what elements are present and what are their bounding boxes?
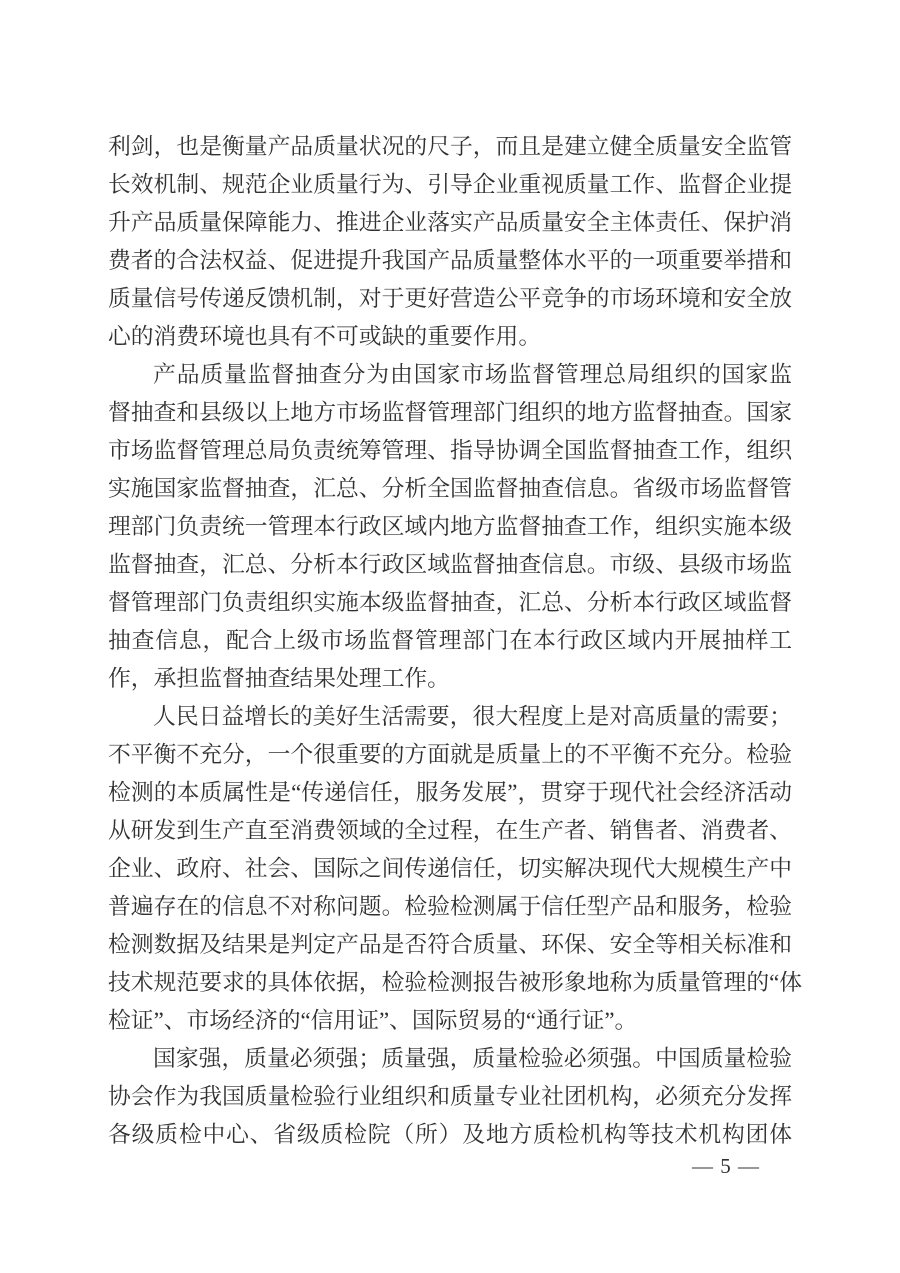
paragraph [108, 356, 792, 698]
text-line: 各级质检中心、省级质检院（所）及地方质检机构等技术机构团体 [108, 1122, 792, 1147]
text-line: 人民日益增长的美好生活需要，很大程度上是对高质量的需要； [153, 704, 792, 729]
text-line: 利剑，也是衡量产品质量状况的尺子，而且是建立健全质量安全监管 [108, 134, 792, 159]
text-line: 协会作为我国质量检验行业组织和质量专业社团机构，必须充分发挥 [108, 1084, 792, 1109]
text-line: 国家强，质量必须强；质量强，质量检验必须强。中国质量检验 [153, 1046, 792, 1071]
text-line: 心的消费环境也具有不可或缺的重要作用。 [108, 324, 542, 349]
document-body [108, 128, 803, 1154]
text-line: 技术规范要求的具体依据，检验检测报告被形象地称为质量管理的“体 [108, 970, 803, 995]
text-line: 从研发到生产直至消费领域的全过程，在生产者、销售者、消费者、 [108, 818, 792, 843]
paragraph [108, 1040, 792, 1154]
text-line: 检测数据及结果是判定产品是否符合质量、环保、安全等相关标准和 [108, 932, 792, 957]
text-line: 不平衡不充分，一个很重要的方面就是质量上的不平衡不充分。检验 [108, 742, 792, 767]
text-line: 产品质量监督抽查分为由国家市场监督管理总局组织的国家监 [153, 362, 792, 387]
text-line: 费者的合法权益、促进提升我国产品质量整体水平的一项重要举措和 [108, 248, 792, 273]
text-line: 理部门负责统一管理本行政区域内地方监督抽查工作，组织实施本级 [108, 514, 792, 539]
text-line: 检证”、市场经济的“信用证”、国际贸易的“通行证”。 [108, 1008, 638, 1033]
text-line: 检测的本质属性是“传递信任，服务发展”，贯穿于现代社会经济活动 [108, 780, 792, 805]
paragraph [108, 128, 792, 356]
text-line: 升产品质量保障能力、推进企业落实产品质量安全主体责任、保护消 [108, 210, 792, 235]
text-line: 市场监督管理总局负责统筹管理、指导协调全国监督抽查工作，组织 [108, 438, 792, 463]
text-line: 企业、政府、社会、国际之间传递信任，切实解决现代大规模生产中 [108, 856, 792, 881]
text-line: 长效机制、规范企业质量行为、引导企业重视质量工作、监督企业提 [108, 172, 792, 197]
text-line: 督抽查和县级以上地方市场监督管理部门组织的地方监督抽查。国家 [108, 400, 792, 425]
text-line: 实施国家监督抽查，汇总、分析全国监督抽查信息。省级市场监督管 [108, 476, 792, 501]
text-line: 作，承担监督抽查结果处理工作。 [108, 666, 450, 691]
text-line: 督管理部门负责组织实施本级监督抽查，汇总、分析本行政区域监督 [108, 590, 792, 615]
paragraph [108, 698, 803, 1040]
text-line: 监督抽查，汇总、分析本行政区域监督抽查信息。市级、县级市场监 [108, 552, 792, 577]
text-line: 质量信号传递反馈机制，对于更好营造公平竞争的市场环境和安全放 [108, 286, 792, 311]
text-line: 普遍存在的信息不对称问题。检验检测属于信任型产品和服务，检验 [108, 894, 792, 919]
page-number: — 5 — [692, 1154, 760, 1178]
text-line: 抽查信息，配合上级市场监督管理部门在本行政区域内开展抽样工 [108, 628, 792, 653]
